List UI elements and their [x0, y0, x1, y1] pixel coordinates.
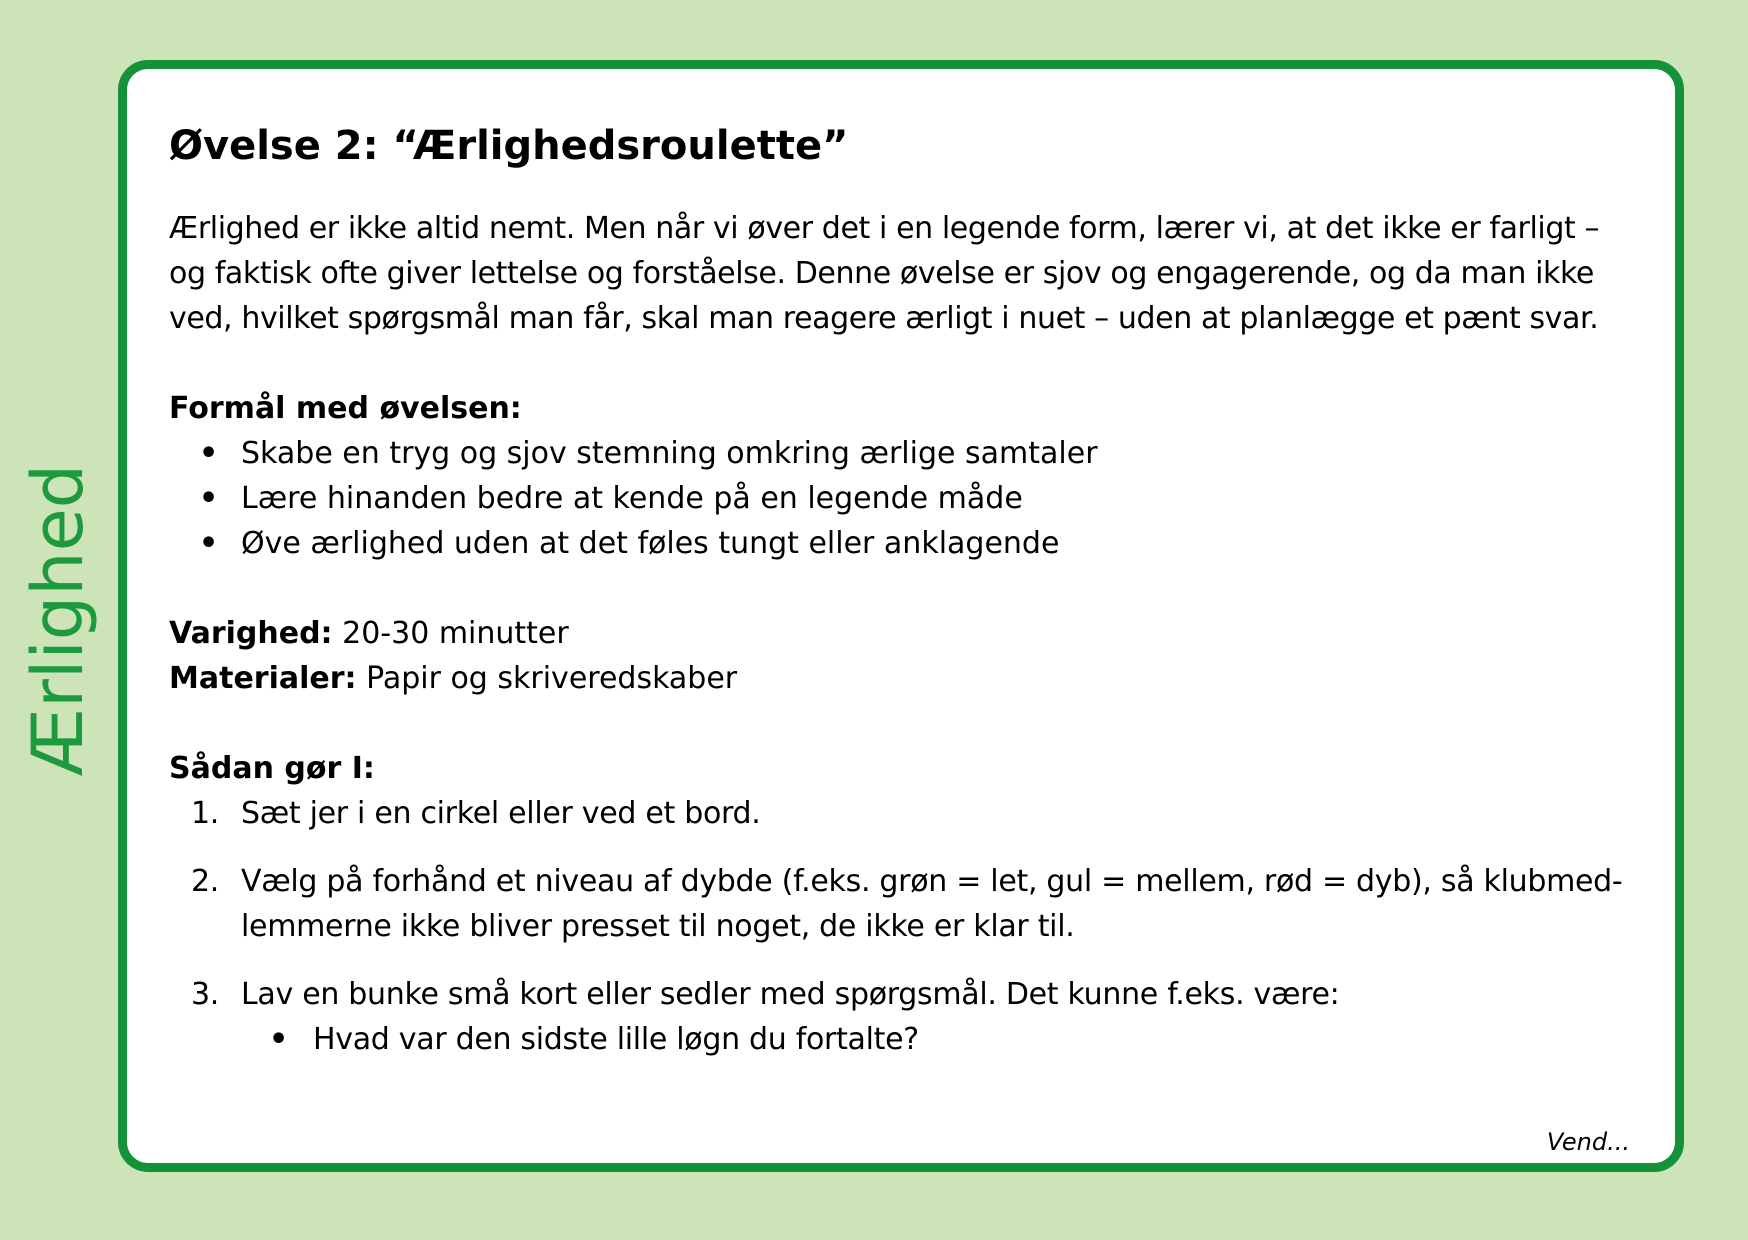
steps-heading: Sådan gør I: — [169, 751, 375, 786]
bullet-icon: • — [269, 1022, 288, 1057]
list-item — [241, 1017, 1629, 1062]
bullet-icon: • — [199, 481, 219, 516]
step-text: Sæt jer i en cirkel eller ved et bord. — [241, 796, 761, 831]
example-questions — [241, 1017, 1629, 1062]
list-item-text: Hvad var den sidste lille løgn du fortalte? — [313, 1022, 919, 1057]
step-number: 2. — [191, 864, 220, 899]
side-label-aerlighed: Ærlighed — [17, 463, 99, 777]
bullet-icon: • — [199, 526, 219, 561]
list-item-text: Øve ærlighed uden at det føles tungt eller anklagende — [241, 526, 1060, 561]
list-item — [169, 476, 1629, 521]
turn-over-note: Vend... — [1546, 1128, 1630, 1156]
step-number: 1. — [191, 796, 220, 831]
page-title: Øvelse 2: “Ærlighedsroulette” — [169, 123, 849, 169]
step-item — [169, 972, 1629, 1062]
meta-info — [169, 611, 1629, 701]
purpose-heading: Formål med øvelsen: — [169, 391, 522, 426]
step-text: Lav en bunke små kort eller sedler med spørgsmål. Det kunne f.eks. være: — [241, 977, 1340, 1012]
bullet-icon: • — [199, 436, 219, 471]
list-item-text: Skabe en tryg og sjov stemning omkring ærlige samtaler — [241, 436, 1098, 471]
list-item-text: Lære hinanden bedre at kende på en legende måde — [241, 481, 1023, 516]
card-content — [169, 118, 1629, 1062]
step-text: Vælg på forhånd et niveau af dybde (f.eks. grøn = let, gul = mellem, rød = dyb), så klubmed-lemmerne ikke bliver presset til noget, de ikke er klar til. — [241, 864, 1623, 944]
duration-label: Varighed: — [169, 616, 333, 651]
duration-value: 20-30 minutter — [342, 616, 569, 651]
list-item — [169, 521, 1629, 566]
step-number: 3. — [191, 977, 220, 1012]
list-item — [169, 431, 1629, 476]
purpose-list — [169, 431, 1629, 566]
step-item — [169, 859, 1629, 949]
steps-list — [169, 791, 1629, 1062]
duration-row — [169, 611, 1629, 656]
materials-row — [169, 656, 1629, 701]
materials-label: Materialer: — [169, 661, 357, 696]
materials-value: Papir og skriveredskaber — [366, 661, 738, 696]
intro-paragraph: Ærlighed er ikke altid nemt. Men når vi øver det i en legende form, lærer vi, at det ikke er farligt – og faktisk ofte giver lettelse og forståelse. Denne øvelse er sjov og engagerende, og da man ikke ved, hvilket spørgsmål man får, skal man reagere ærligt i nuet – uden at planlægge et pænt svar. — [169, 211, 1600, 336]
step-item — [169, 791, 1629, 836]
